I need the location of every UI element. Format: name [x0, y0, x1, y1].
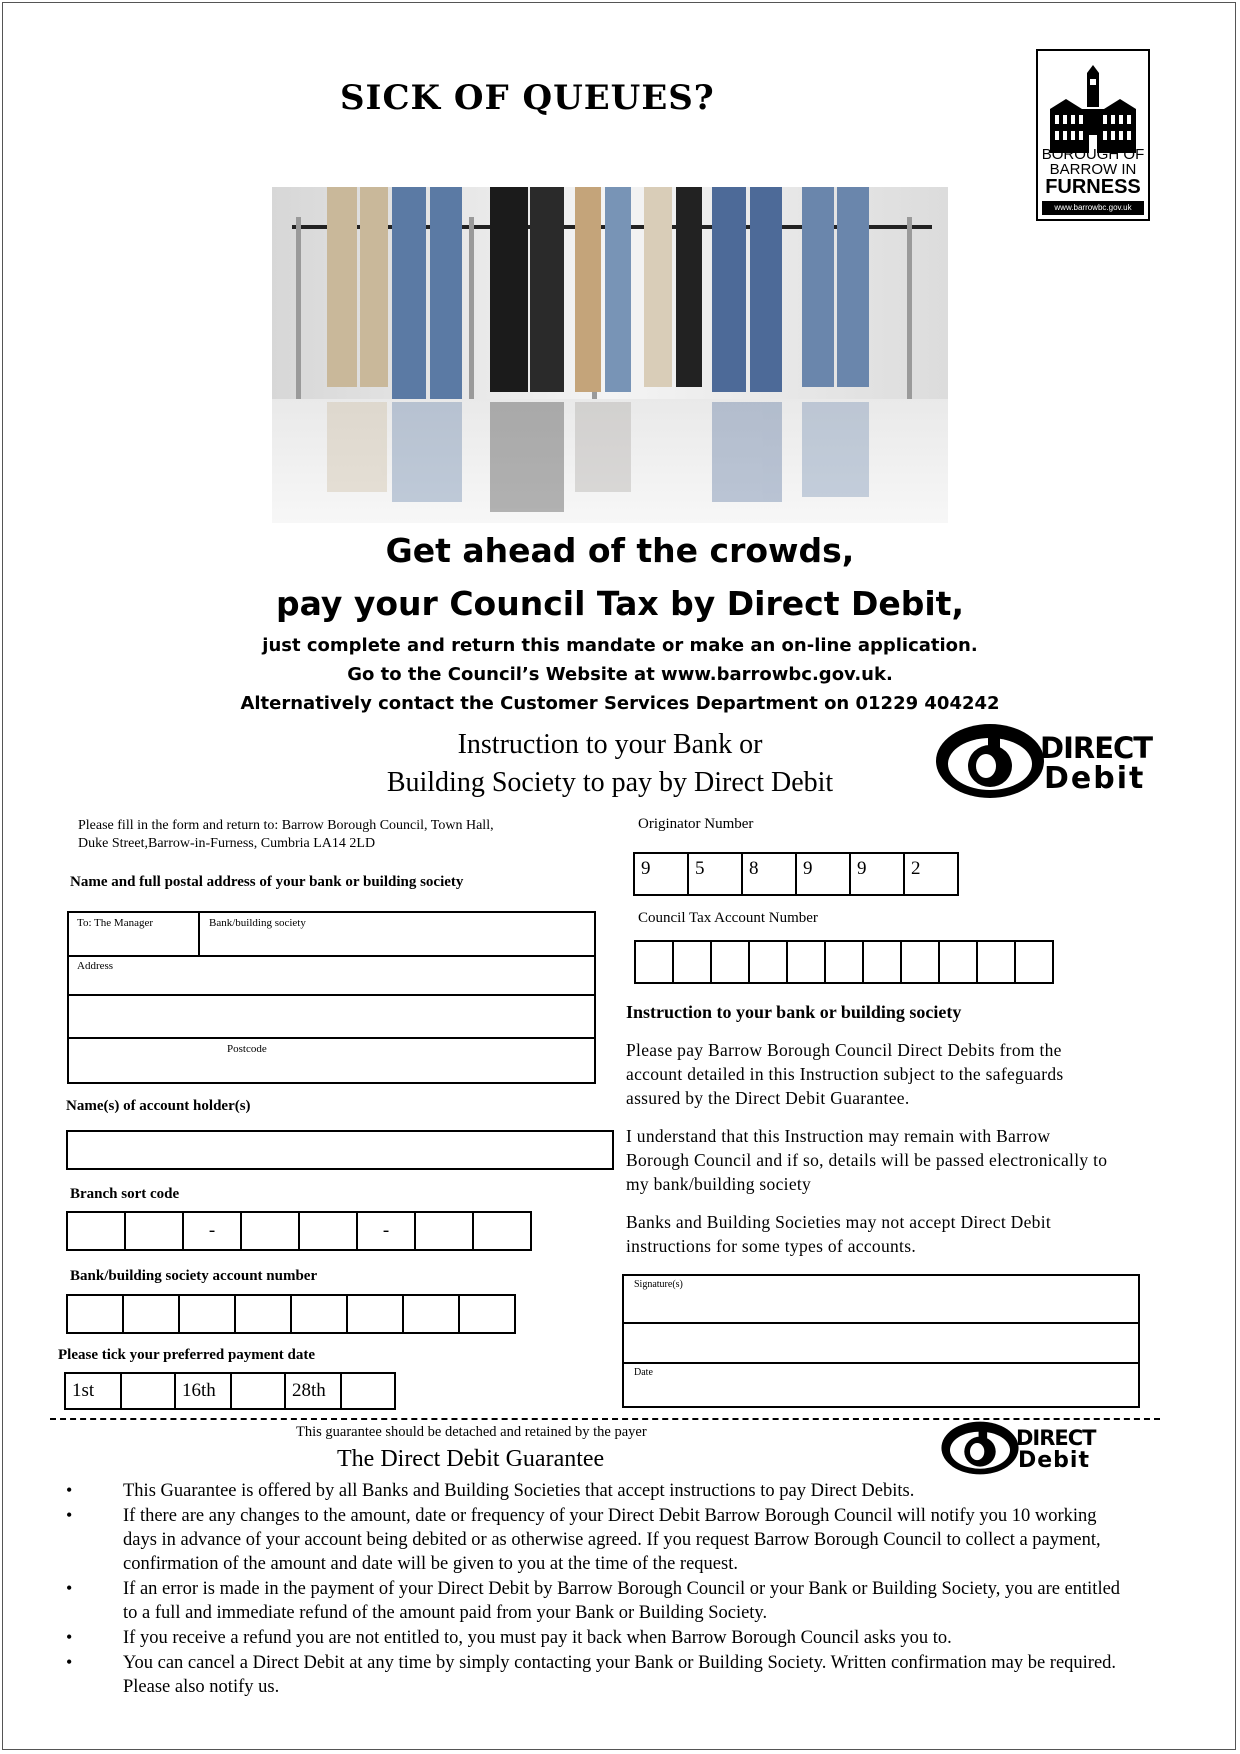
return-address-2: Duke Street,Barrow-in-Furness, Cumbria LA14 2LD: [78, 836, 376, 851]
instruction-paragraph-1: Please pay Barrow Borough Council Direct Debits from the account detailed in this Instruction subject to the safeguards assured by the Direct Debit Guarantee.: [626, 1040, 1064, 1108]
date-label: Date: [634, 1367, 653, 1378]
payment-date-1st: 1st: [65, 1373, 121, 1409]
originator-digit: 9: [634, 853, 688, 895]
sort-code-separator: -: [183, 1212, 241, 1250]
sort-code-field[interactable]: [66, 1211, 532, 1251]
direct-debit-icon: [940, 1420, 1020, 1476]
account-holders-field[interactable]: [66, 1130, 614, 1170]
originator-digit: 8: [742, 853, 796, 895]
logo-url: www.barrowbc.gov.uk: [1042, 201, 1144, 215]
guarantee-title: The Direct Debit Guarantee: [337, 1446, 605, 1472]
dd-logo-small-line1: DIRECT: [1016, 1426, 1096, 1450]
instruction-paragraph-3: Banks and Building Societies may not accept Direct Debit instructions for some types of accounts.: [626, 1212, 1052, 1256]
payment-date-1st-checkbox[interactable]: [121, 1373, 175, 1409]
originator-digit: 9: [850, 853, 904, 895]
bank-address-box: [67, 911, 596, 1084]
dd-logo-small-line2: Debit: [1018, 1448, 1090, 1473]
subline-3: Alternatively contact the Customer Services Department on 01229 404242: [240, 693, 1000, 714]
direct-debit-logo: [934, 722, 1170, 802]
sort-code-separator: -: [357, 1212, 415, 1250]
detach-note: This guarantee should be detached and retained by the payer: [296, 1424, 647, 1440]
postcode-label: Postcode: [227, 1043, 267, 1055]
payment-date-label: Please tick your preferred payment date: [58, 1347, 316, 1363]
council-tax-label: Council Tax Account Number: [638, 910, 818, 926]
headline-1: Get ahead of the crowds,: [385, 531, 855, 570]
logo-line1: BOROUGH OF: [1041, 146, 1145, 163]
instruction-title-2: Building Society to pay by Direct Debit: [386, 767, 834, 798]
guarantee-bullet: If an error is made in the payment of your Direct Debit by Barrow Borough Council or your Bank or Building Society, you are entitled to a full and immediate refund of the amount paid from your Bank or Building Society.: [123, 1579, 1121, 1623]
payment-date-16th: 16th: [175, 1373, 231, 1409]
direct-debit-logo-small: [940, 1420, 1120, 1476]
logo-line3: FURNESS: [1045, 176, 1141, 198]
payment-date-16th-checkbox[interactable]: [231, 1373, 285, 1409]
queue-photo: [272, 187, 948, 523]
payment-date-28th-checkbox[interactable]: [341, 1373, 395, 1409]
account-number-label: Bank/building society account number: [70, 1268, 318, 1284]
dd-logo-line2: Debit: [1044, 761, 1146, 796]
council-logo: [1036, 49, 1150, 221]
account-holders-label: Name(s) of account holder(s): [66, 1098, 251, 1114]
instruction-title-1: Instruction to your Bank or: [457, 729, 763, 760]
subline-2: Go to the Council’s Website at www.barrowbc.gov.uk.: [347, 664, 893, 685]
payment-date-28th: 28th: [285, 1373, 341, 1409]
page-title: SICK OF QUEUES?: [340, 78, 715, 118]
logo-line2: BARROW IN: [1049, 161, 1137, 178]
return-address-1: Please fill in the form and return to: Barrow Borough Council, Town Hall,: [78, 818, 494, 833]
account-number-field[interactable]: [66, 1294, 516, 1334]
originator-number: [633, 852, 959, 896]
dd-logo-line1: DIRECT: [1040, 731, 1153, 765]
to-manager-label: To: The Manager: [77, 917, 154, 929]
guarantee-bullet: This Guarantee is offered by all Banks and Building Societies that accept instructions to pay Direct Debits.: [123, 1481, 915, 1501]
headline-2: pay your Council Tax by Direct Debit,: [276, 584, 964, 623]
guarantee-bullet: If there are any changes to the amount, date or frequency of your Direct Debit Barrow Borough Council will notify you 10 working days in advance of your account being debited or as otherwise agreed. If you request Barrow Borough Council to collect a payment, confirmation of the amount and date will be given to you at the time of the request.: [123, 1506, 1101, 1574]
originator-digit: 5: [688, 853, 742, 895]
signature-label: Signature(s): [634, 1279, 683, 1290]
direct-debit-icon: [934, 722, 1046, 800]
council-tax-account-field[interactable]: [634, 940, 1054, 984]
sort-code-label: Branch sort code: [70, 1186, 180, 1202]
address-label: Address: [77, 960, 114, 972]
signature-box[interactable]: [622, 1274, 1140, 1408]
originator-digit: 2: [904, 853, 958, 895]
instruction-heading: Instruction to your bank or building society: [626, 1002, 962, 1022]
guarantee-bullet: If you receive a refund you are not entitled to, you must pay it back when Barrow Borough Council asks you to.: [123, 1628, 952, 1648]
instruction-paragraph-2: I understand that this Instruction may remain with Barrow Borough Council and if so, details will be passed electronically to my bank/building society: [626, 1126, 1108, 1194]
bank-address-label: Name and full postal address of your bank or building society: [70, 874, 464, 890]
payment-date-options: [64, 1372, 396, 1410]
originator-digit: 9: [796, 853, 850, 895]
subline-1: just complete and return this mandate or make an on-line application.: [262, 635, 978, 656]
bank-society-label: Bank/building society: [209, 917, 306, 929]
originator-label: Originator Number: [638, 816, 754, 832]
guarantee-bullet: You can cancel a Direct Debit at any time by simply contacting your Bank or Building Society. Written confirmation may be required. Please also notify us.: [123, 1653, 1117, 1697]
